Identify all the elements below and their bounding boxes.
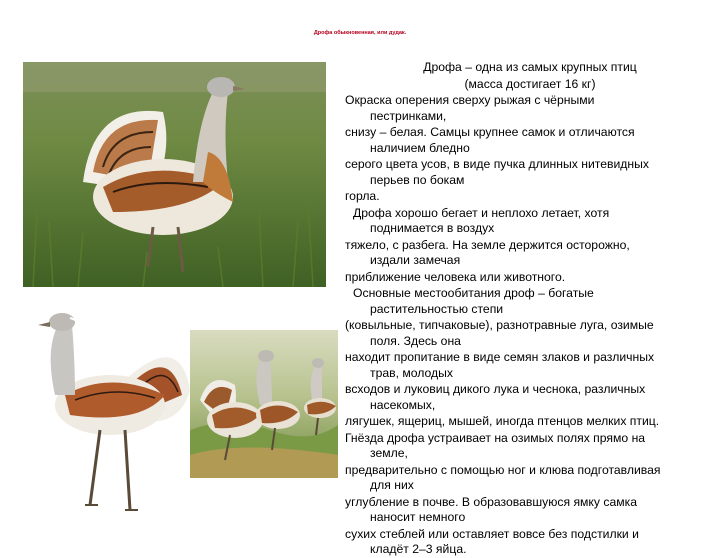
text-line: земле, xyxy=(370,446,408,460)
text-line: издали замечая xyxy=(370,253,461,267)
text-line: серого цвета усов, в виде пучка длинных нитевидных xyxy=(345,157,649,171)
text-line: наличием бледно xyxy=(370,140,470,155)
text-line: углубление в почве. В образовавшуюся ямку самка xyxy=(345,494,638,509)
text-line: насекомых, xyxy=(370,397,436,412)
great-bustard-illustration xyxy=(30,300,190,525)
text-line: поднимается в воздух xyxy=(370,221,495,235)
text-line: снизу – белая. Самцы крупнее самок и отличаются xyxy=(345,125,635,139)
text-line: кладёт 2–3 яйца. xyxy=(370,542,467,556)
text-line: горла. xyxy=(345,189,380,203)
text-line: пестринками, xyxy=(370,108,447,123)
text-line: перьев по бокам xyxy=(370,172,465,187)
text-line: трав, молодых xyxy=(370,365,453,380)
text-line: всходов и луковиц дикого лука и чеснока, различных xyxy=(345,382,646,396)
text-line: растительностью степи xyxy=(370,301,504,316)
text-line: Основные местообитания дроф – богатые xyxy=(353,286,594,300)
text-line: (ковыльные, типчаковые), разнотравные луга, озимые xyxy=(345,318,654,332)
text-line: Гнёзда дрофа устраивает на озимых полях прямо на xyxy=(345,430,646,445)
text-line: (масса достигает 16 кг) xyxy=(464,76,596,91)
text-line: лягушек, ящериц, мышей, иногда птенцов мелких птиц. xyxy=(345,414,660,428)
slide-title: Дрофа обыкновенная, или дудак. xyxy=(313,30,407,36)
text-line: Дрофа хорошо бегает и неплохо летает, хотя xyxy=(353,205,610,220)
text-line: для них xyxy=(370,478,414,492)
text-line: Дрофа – одна из самых крупных птиц xyxy=(423,60,637,74)
text-line: находит пропитание в виде семян злаков и различных xyxy=(345,350,655,364)
great-bustards-group-illustration xyxy=(190,330,338,478)
text-line: предварительно с помощью ног и клюва подготавливая xyxy=(345,462,661,477)
text-line: приближение человека или животного. xyxy=(345,269,566,284)
text-line: поля. Здесь она xyxy=(370,333,461,348)
text-line: сухих стеблей или оставляет вовсе без подстилки и xyxy=(345,526,639,541)
article-text xyxy=(345,60,715,558)
great-bustard-display-photo xyxy=(23,62,326,287)
text-line: наносит немного xyxy=(370,510,466,524)
text-line: Окраска оперения сверху рыжая с чёрными xyxy=(345,93,595,107)
text-line: тяжело, с разбега. На земле держится осторожно, xyxy=(345,237,630,252)
